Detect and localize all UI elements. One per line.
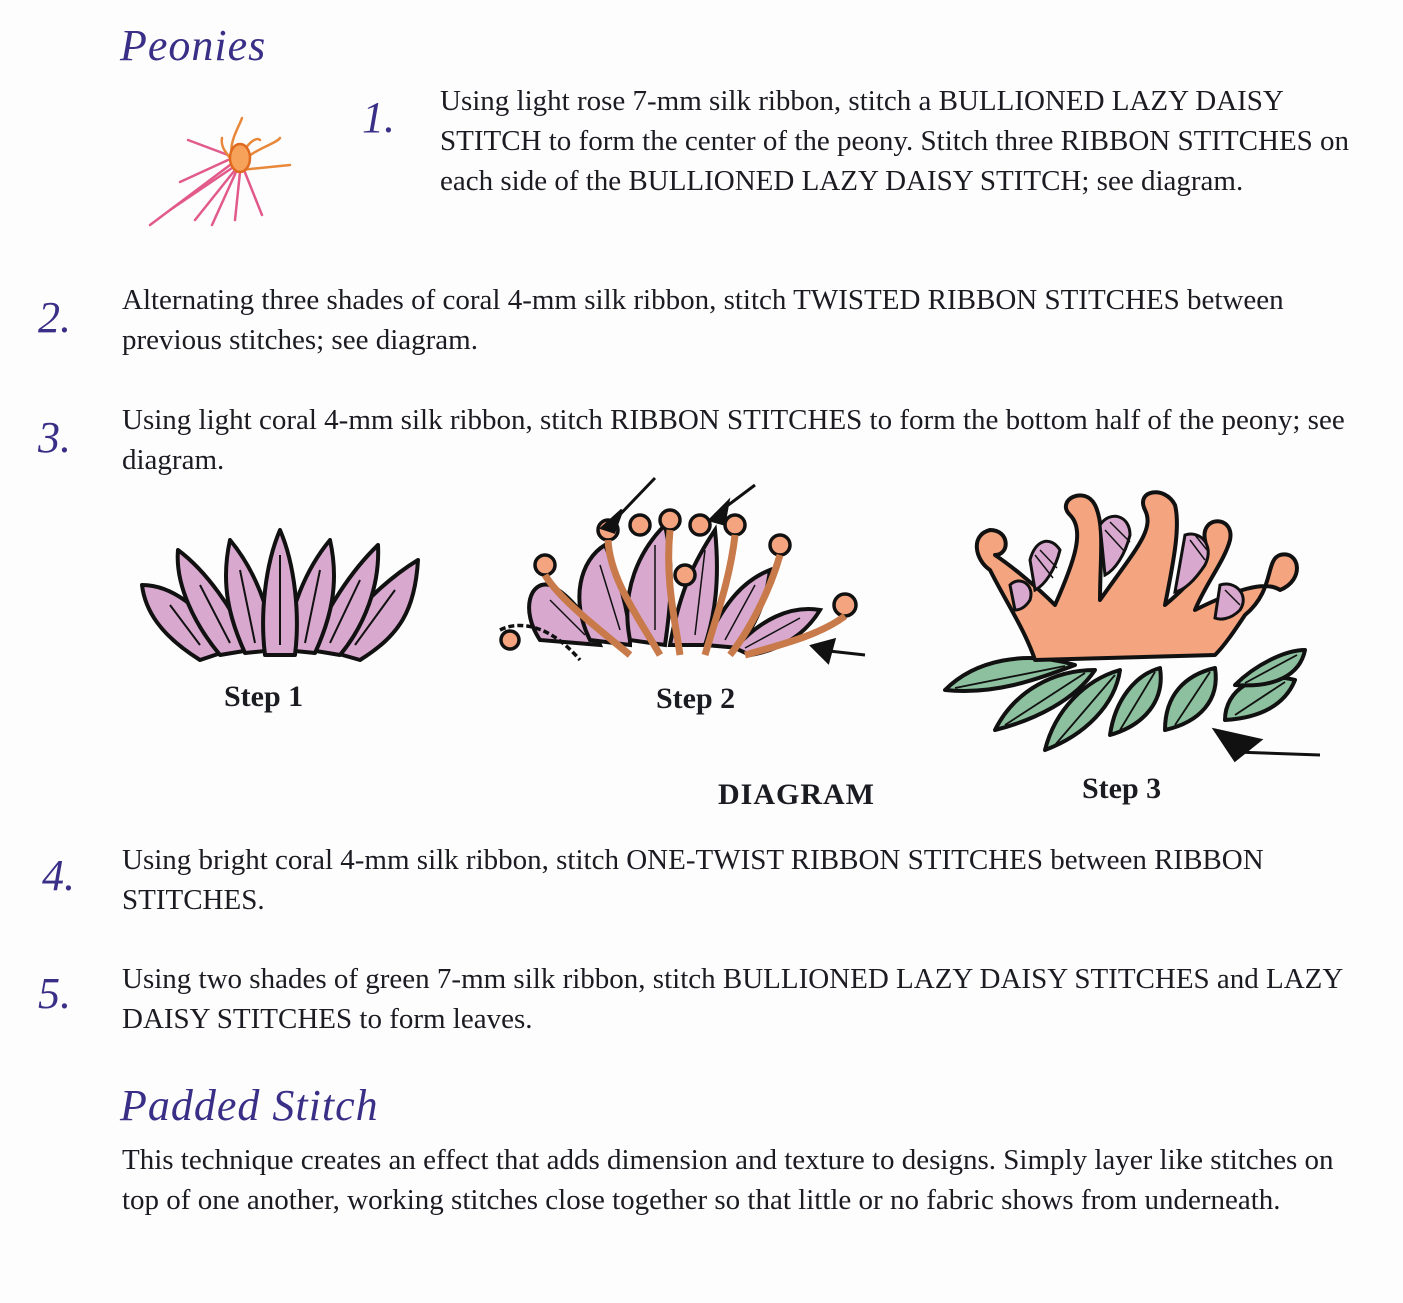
step-text-1: Using light rose 7-mm silk ribbon, stitch a BULLIONED LAZY DAISY STITCH to form the center of the peony. Stitch three RIBBON STITCHES on each side of the BULLIONED LAZY DAISY STITCH; see diagram. <box>440 85 1350 197</box>
caption-step-3: Step 3 <box>1082 772 1162 805</box>
section-title-padded-stitch: Padded Stitch <box>120 1081 379 1130</box>
padded-stitch-text: This technique creates an effect that adds dimension and texture to designs. Simply layer like stitches on top of one another, working stitches close together so that little or no fabric shows from underneath. <box>122 1144 1334 1216</box>
step-text-4: Using bright coral 4-mm silk ribbon, stitch ONE-TWIST RIBBON STITCHES between RIBBON STITCHES. <box>122 844 1264 916</box>
diagram-title: DIAGRAM <box>718 778 875 811</box>
step-number-5: 5. <box>38 969 71 1018</box>
caption-step-2: Step 2 <box>656 682 736 715</box>
caption-step-1: Step 1 <box>224 680 304 713</box>
step-text-2: Alternating three shades of coral 4-mm silk ribbon, stitch TWISTED RIBBON STITCHES between previous stitches; see diagram. <box>122 284 1284 356</box>
step-number-2: 2. <box>38 293 71 342</box>
section-title-peonies: Peonies <box>120 21 267 70</box>
step-text-3: Using light coral 4-mm silk ribbon, stitch RIBBON STITCHES to form the bottom half of the peony; see diagram. <box>122 404 1345 476</box>
peony-step1-illustration <box>140 525 420 665</box>
peony-step2-illustration <box>490 470 870 670</box>
step-number-3: 3. <box>38 413 71 462</box>
step-text-5: Using two shades of green 7-mm silk ribbon, stitch BULLIONED LAZY DAISY STITCHES and LAZY DAISY STITCHES to form leaves. <box>122 963 1343 1035</box>
peony-step3-illustration <box>935 490 1325 760</box>
stitch-sketch-illustration <box>140 110 310 240</box>
step-number-4: 4. <box>42 851 75 900</box>
step-number-1: 1. <box>362 93 395 142</box>
